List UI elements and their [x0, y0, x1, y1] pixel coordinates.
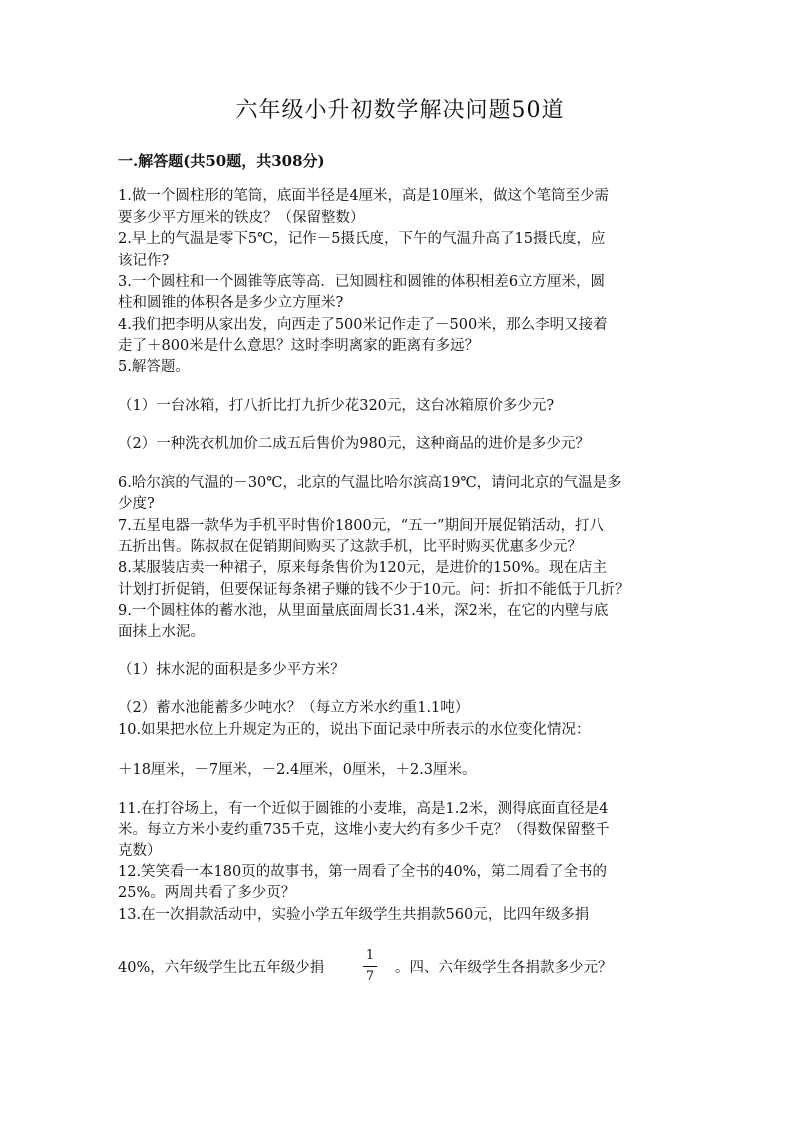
problem-line: 1.做一个圆柱形的笔筒，底面半径是4厘米，高是10厘米，做这个笔筒至少需 — [118, 188, 610, 204]
problem-line: 3.一个圆柱和一个圆锥等底等高．已知圆柱和圆锥的体积相差6立方厘米，圆 — [118, 274, 606, 290]
problem-line: 4.我们把李明从家出发，向西走了500米记作走了－500米，那么李明又接着 — [118, 317, 608, 333]
fraction-denominator: 7 — [365, 969, 375, 984]
problem-line: 要多少平方厘米的铁皮？（保留整数） — [118, 210, 365, 226]
problem-line: （1）一台冰箱，打八折比打九折少花320元，这台冰箱原价多少元? — [118, 398, 555, 414]
problem-line: 克数） — [118, 843, 162, 859]
problem-line: 米。每立方米小麦约重735千克，这堆小麦大约有多少千克？（得数保留整千 — [118, 822, 610, 838]
problem-line: 5.解答题。 — [118, 359, 190, 375]
problem-line: 2.早上的气温是零下5℃，记作－5摄氏度，下午的气温升高了15摄氏度，应 — [118, 231, 606, 247]
problem-line: 五折出售。陈叔叔在促销期间购买了这款手机，比平时购买优惠多少元？ — [118, 539, 582, 555]
section-heading: 一.解答题(共50题，共308分) — [118, 152, 325, 170]
problem-line: 面抹上水泥。 — [118, 624, 205, 640]
problem-line: 6.哈尔滨的气温的－30℃，北京的气温比哈尔滨高19℃，请问北京的气温是多 — [118, 475, 622, 491]
problem-line: 计划打折促销，但要保证每条裙子赚的钱不少于10元。问：折扣不能低于几折？ — [118, 582, 630, 598]
fraction — [360, 948, 380, 985]
problem-line: 25%。两周共看了多少页？ — [118, 885, 296, 901]
problem-line: 13.在一次捐款活动中，实验小学五年级学生共捐款560元，比四年级多捐 — [118, 907, 590, 923]
problem-line: 7.五星电器一款华为手机平时售价1800元，“五一”期间开展促销活动，打八 — [118, 518, 605, 534]
problem-line: 10.如果把水位上升规定为正的，说出下面记录中所表示的水位变化情况： — [118, 722, 591, 738]
problem-line: 12.笑笑看一本180页的故事书，第一周看了全书的40%，第二周看了全书的 — [118, 864, 607, 880]
problem-line: 8.某服装店卖一种裙子，原来每条售价为120元，是进价的150%。现在店主 — [118, 560, 607, 576]
problem-line: 该记作? — [118, 253, 170, 269]
problem-line: （2）一种洗衣机加价二成五后售价为980元，这种商品的进价是多少元？ — [118, 436, 590, 452]
problem-line: 9.一个圆柱体的蓄水池，从里面量底面周长31.4米，深2米，在它的内壁与底 — [118, 603, 609, 619]
page-title: 六年级小升初数学解决问题50道 — [235, 98, 565, 123]
problem-line: ＋18厘米，－7厘米，－2.4厘米，0厘米，＋2.3厘米。 — [118, 762, 477, 778]
problem-line: 。四、六年级学生各捐款多少元？ — [395, 960, 613, 976]
fraction-bar — [363, 966, 377, 967]
fraction-numerator: 1 — [365, 948, 375, 963]
problem-line: 走了＋800米是什么意思？这时李明离家的距离有多远？ — [118, 338, 480, 354]
problem-line: 11.在打谷场上，有一个近似于圆锥的小麦堆，高是1.2米，测得底面直径是4 — [118, 801, 609, 817]
problem-line: 40%，六年级学生比五年级少捐 — [118, 960, 325, 976]
problem-line: （2）蓄水池能蓄多少吨水？（每立方米水约重1.1吨） — [118, 700, 470, 716]
problem-line: 柱和圆锥的体积各是多少立方厘米? — [118, 295, 344, 311]
problem-line: 少度? — [118, 496, 155, 512]
problem-line: （1）抹水泥的面积是多少平方米？ — [118, 662, 345, 678]
